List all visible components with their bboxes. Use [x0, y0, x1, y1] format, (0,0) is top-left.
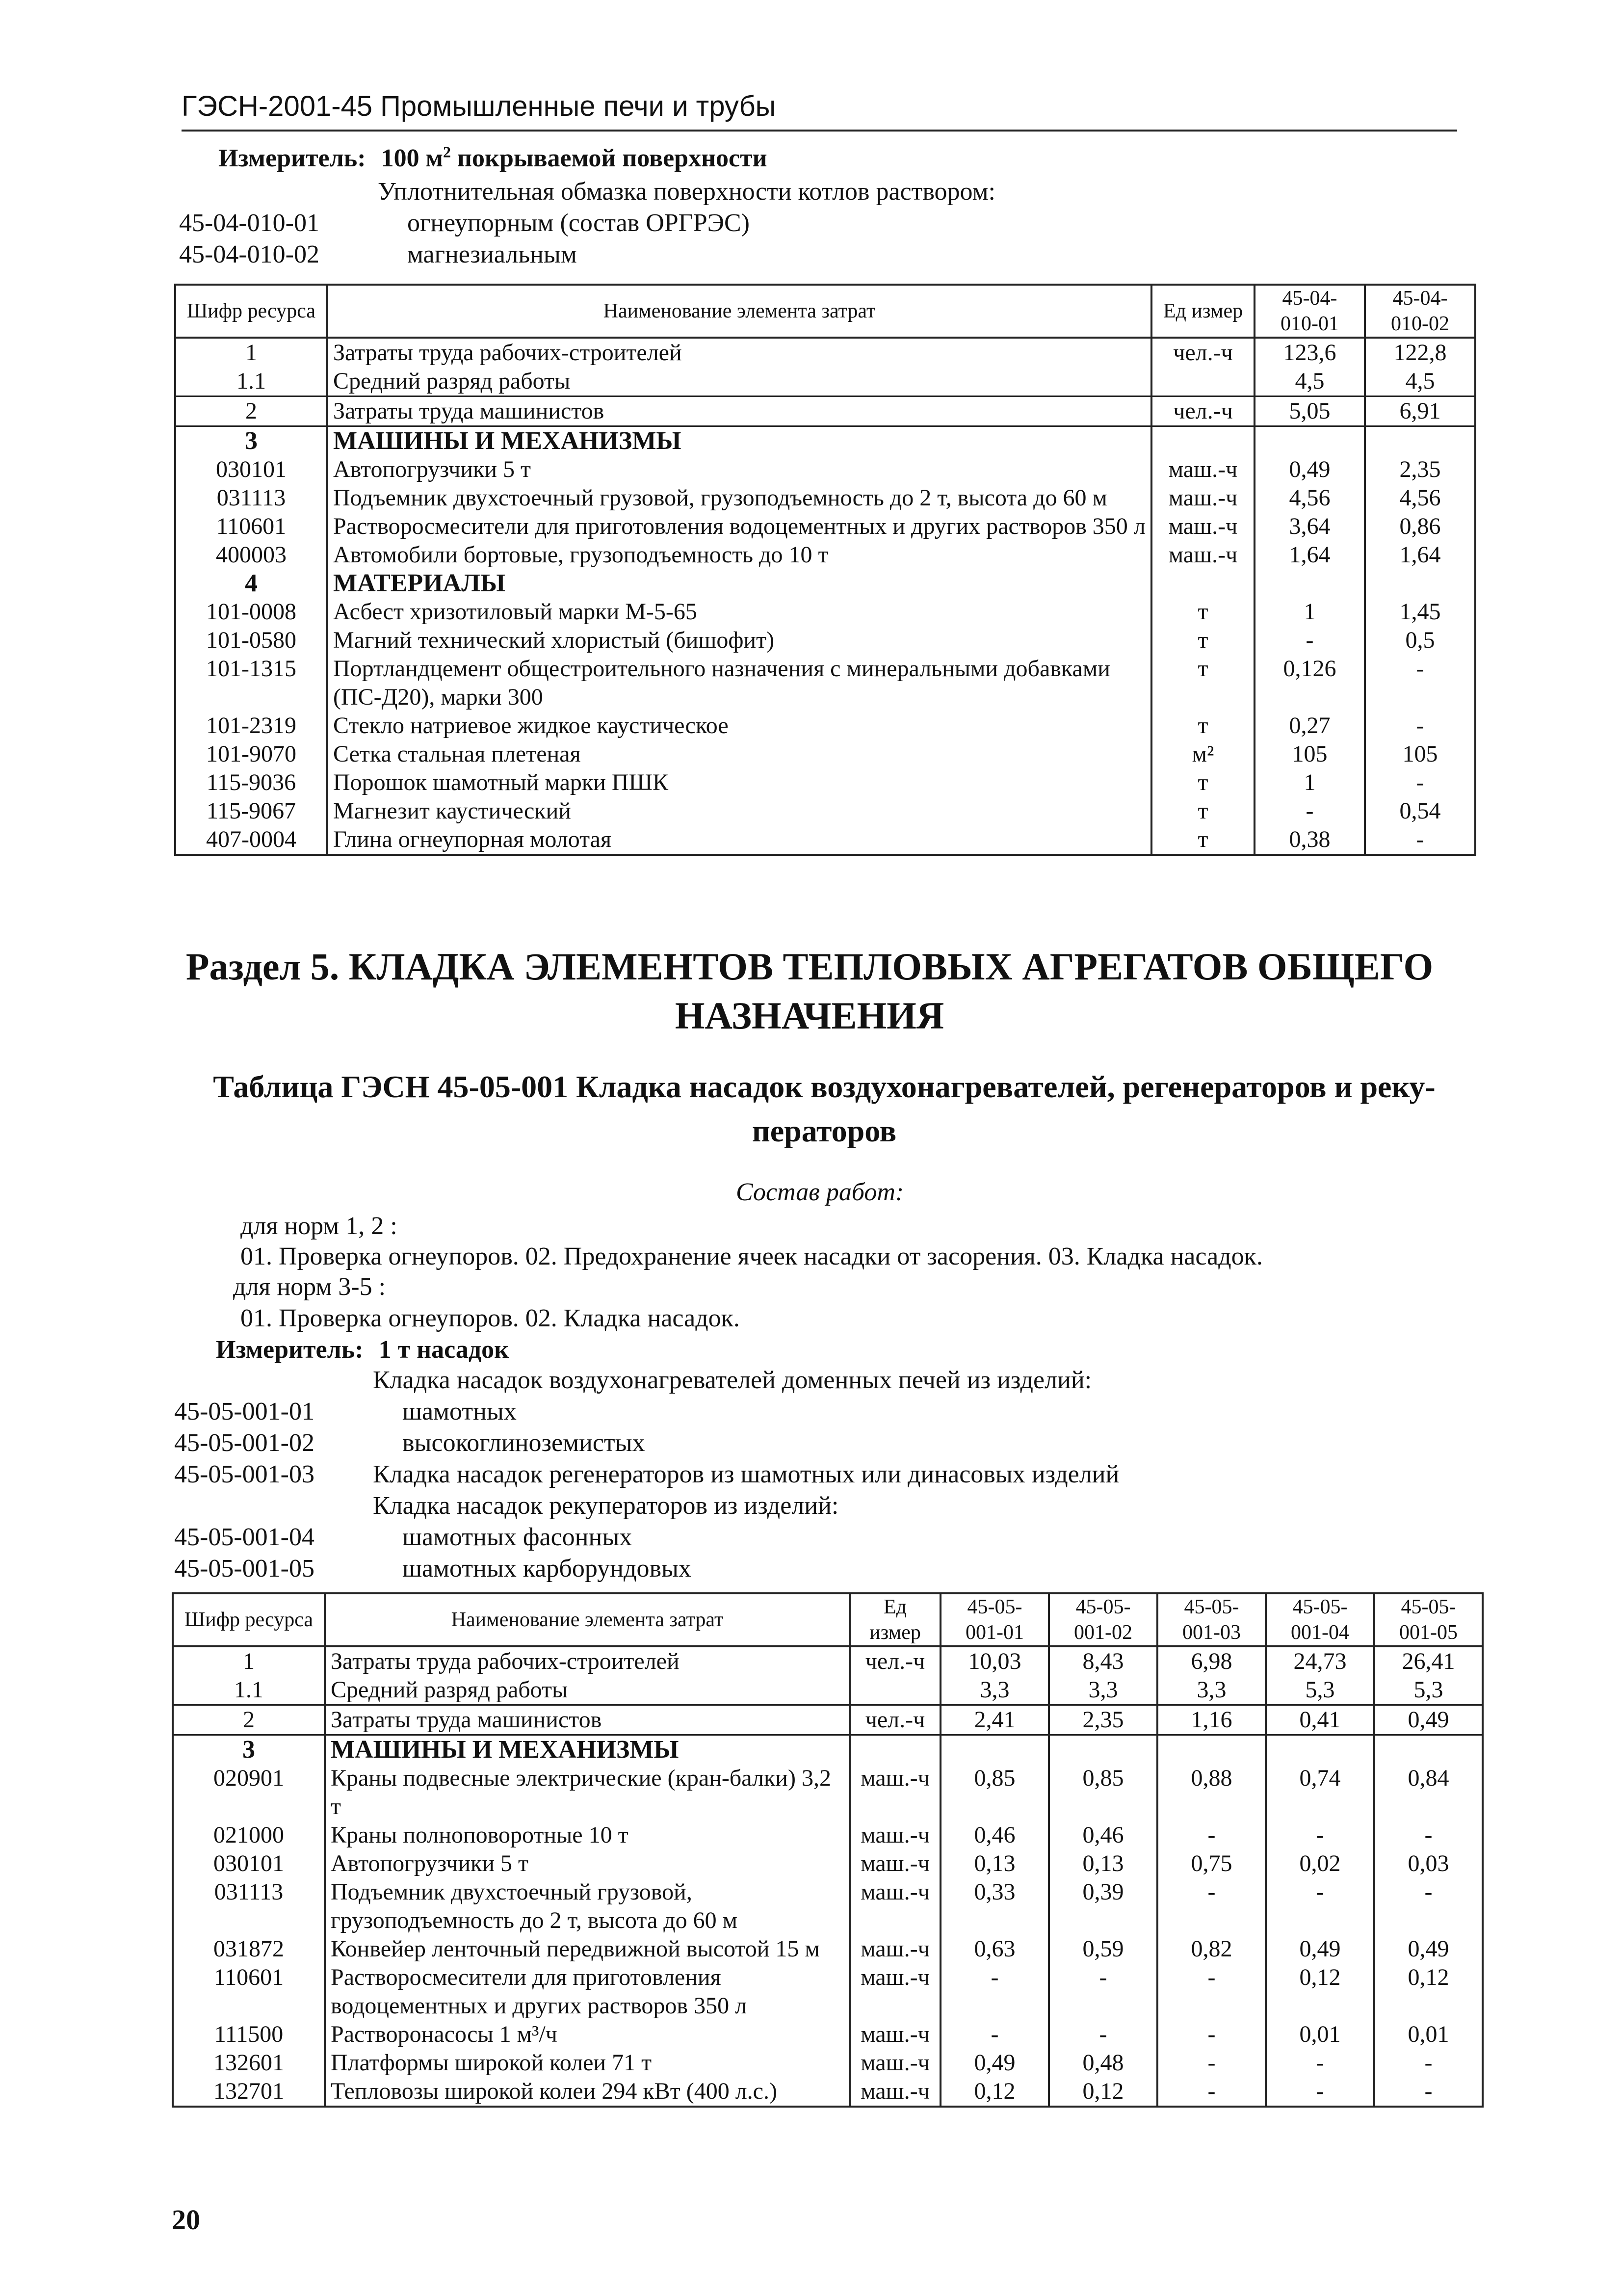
measurer-tail: покрываемой поверхности — [457, 144, 767, 172]
code-desc: шамотных карборундовых — [402, 1555, 691, 1583]
cell-value: 1,64 — [1365, 541, 1475, 569]
cell-value: - — [1157, 2077, 1266, 2107]
cell-name: Автомобили бортовые, грузоподъемность до 10 т — [327, 541, 1151, 569]
cell-value: - — [1365, 768, 1475, 797]
cell-code: 115-9036 — [175, 768, 327, 797]
cell-name: МАШИНЫ И МЕХАНИЗМЫ — [325, 1735, 850, 1765]
cell-code: 020901 — [173, 1764, 325, 1821]
cell-value: - — [1266, 1821, 1374, 1849]
cell-unit: т — [1151, 768, 1255, 797]
cell-name: Глина огнеупорная молотая — [327, 825, 1151, 855]
norms35-text: 01. Проверка огнеупоров. 02. Кладка насадок. — [240, 1304, 740, 1332]
cell-unit: маш.-ч — [850, 1963, 941, 2020]
cell-value: 0,03 — [1374, 1849, 1483, 1878]
page-header — [182, 88, 1457, 132]
col-header-unit: Ед измер — [850, 1593, 941, 1646]
cell-code: 1 — [173, 1646, 325, 1676]
col-header-norm: 45-05- 001-05 — [1374, 1593, 1483, 1646]
cell-unit: маш.-ч — [850, 1935, 941, 1963]
block2-intro: Кладка насадок воздухонагревателей доменных печей из изделий: — [373, 1366, 1092, 1394]
cell-unit: маш.-ч — [1151, 484, 1255, 512]
cell-unit: маш.-ч — [850, 1764, 941, 1821]
cell-value: - — [1157, 1963, 1266, 2020]
cell-value: 105 — [1365, 740, 1475, 768]
cell-value — [1365, 426, 1475, 456]
cell-value: 0,59 — [1049, 1935, 1157, 1963]
measurer-value: 1 т насадок — [378, 1336, 509, 1364]
cell-value: 0,85 — [941, 1764, 1049, 1821]
table-title — [167, 1065, 1482, 1153]
cell-value: 6,98 — [1157, 1646, 1266, 1676]
cell-value: 26,41 — [1374, 1646, 1483, 1676]
cell-value: 0,01 — [1266, 2020, 1374, 2049]
cell-unit: т — [1151, 626, 1255, 655]
cell-value: 0,49 — [941, 2049, 1049, 2077]
code-line: 45-05-001-05 — [174, 1555, 314, 1583]
table-title-line: Таблица ГЭСН 45-05-001 Кладка насадок воздухонагревателей, регенераторов и реку- — [213, 1069, 1436, 1104]
cell-code: 111500 — [173, 2020, 325, 2049]
cell-code: 3 — [173, 1735, 325, 1765]
cell-value — [1255, 569, 1365, 598]
cell-name: Порошок шамотный марки ПШК — [327, 768, 1151, 797]
resource-table-2 — [172, 1592, 1484, 2108]
cell-unit: т — [1151, 655, 1255, 712]
cell-unit: т — [1151, 797, 1255, 825]
cell-unit: чел.-ч — [850, 1646, 941, 1676]
cell-value: 0,82 — [1157, 1935, 1266, 1963]
cell-value: 0,54 — [1365, 797, 1475, 825]
col-header-norm: 45-05- 001-04 — [1266, 1593, 1374, 1646]
section-title: Раздел 5. КЛАДКА ЭЛЕМЕНТОВ ТЕПЛОВЫХ АГРЕГАТОВ ОБЩЕГО НАЗНАЧЕНИЯ — [185, 945, 1434, 1037]
cell-value: - — [1049, 2020, 1157, 2049]
table-row — [175, 740, 1475, 768]
cell-name: Затраты труда рабочих-строителей — [327, 338, 1151, 367]
measurer-label: Измеритель: — [218, 144, 366, 172]
cell-value: 0,46 — [941, 1821, 1049, 1849]
cell-unit — [850, 1676, 941, 1705]
cell-value — [1049, 1735, 1157, 1765]
cell-value: 123,6 — [1255, 338, 1365, 367]
cell-value: 6,91 — [1365, 396, 1475, 426]
cell-value — [1266, 1735, 1374, 1765]
table-row — [173, 1764, 1483, 1821]
cell-unit: т — [1151, 825, 1255, 855]
col-header-unit: Ед измер — [1151, 285, 1255, 338]
cell-unit: маш.-ч — [850, 1878, 941, 1935]
code-desc: Кладка насадок регенераторов из шамотных или динасовых изделий — [373, 1460, 1120, 1488]
cell-code: 101-9070 — [175, 740, 327, 768]
cell-name: Затраты труда машинистов — [325, 1705, 850, 1735]
cell-name: Асбест хризотиловый марки М-5-65 — [327, 598, 1151, 626]
table-row — [173, 1676, 1483, 1705]
cell-value: 0,38 — [1255, 825, 1365, 855]
table-row — [173, 1646, 1483, 1676]
measurer-value: 100 м — [381, 144, 444, 172]
cell-value: 3,3 — [1157, 1676, 1266, 1705]
cell-code: 2 — [173, 1705, 325, 1735]
block1-intro: Уплотнительная обмазка поверхности котлов раствором: — [378, 178, 995, 206]
table-row — [175, 455, 1475, 484]
cell-name: Краны полноповоротные 10 т — [325, 1821, 850, 1849]
cell-unit — [1151, 367, 1255, 396]
cell-value: 0,85 — [1049, 1764, 1157, 1821]
table-row — [175, 484, 1475, 512]
cell-value — [1255, 426, 1365, 456]
cell-value: 0,12 — [1374, 1963, 1483, 2020]
table-row — [173, 1821, 1483, 1849]
cell-unit: маш.-ч — [850, 1849, 941, 1878]
cell-value: - — [1157, 1821, 1266, 1849]
cell-value: - — [1266, 2049, 1374, 2077]
cell-unit: чел.-ч — [850, 1705, 941, 1735]
cell-code: 1.1 — [175, 367, 327, 396]
measurer-1 — [218, 143, 767, 174]
cell-name: Растворосмесители для приготовления водоцементных и других растворов 350 л — [325, 1963, 850, 2020]
norms35-label: для норм 3-5 : — [233, 1273, 386, 1301]
cell-code: 101-1315 — [175, 655, 327, 712]
cell-value: 2,35 — [1049, 1705, 1157, 1735]
cell-value: 105 — [1255, 740, 1365, 768]
cell-value: 1 — [1255, 598, 1365, 626]
cell-value: 0,13 — [1049, 1849, 1157, 1878]
cell-value: 0,46 — [1049, 1821, 1157, 1849]
cell-value: 0,49 — [1374, 1935, 1483, 1963]
table-header-row — [173, 1593, 1483, 1646]
table-header-row — [175, 285, 1475, 338]
col-header-code: Шифр ресурса — [173, 1593, 325, 1646]
code-line: 45-04-010-01 — [179, 209, 319, 237]
cell-value: - — [1374, 1821, 1483, 1849]
cell-value: 0,48 — [1049, 2049, 1157, 2077]
cell-unit — [1151, 426, 1255, 456]
cell-value — [1374, 1735, 1483, 1765]
cell-name: Средний разряд работы — [327, 367, 1151, 396]
cell-value: 0,86 — [1365, 512, 1475, 541]
table-row — [175, 512, 1475, 541]
cell-value: 0,13 — [941, 1849, 1049, 1878]
cell-unit: маш.-ч — [850, 2077, 941, 2107]
cell-code: 101-2319 — [175, 712, 327, 740]
cell-code: 110601 — [175, 512, 327, 541]
cell-unit — [850, 1735, 941, 1765]
cell-value: 5,3 — [1374, 1676, 1483, 1705]
cell-value: - — [941, 1963, 1049, 2020]
code-desc: магнезиальным — [407, 240, 577, 268]
cell-code: 101-0008 — [175, 598, 327, 626]
cell-value: 3,64 — [1255, 512, 1365, 541]
table-row — [173, 1878, 1483, 1935]
cell-value: - — [1157, 2020, 1266, 2049]
cell-value: 0,41 — [1266, 1705, 1374, 1735]
table-row — [175, 367, 1475, 396]
code-desc: Кладка насадок рекуператоров из изделий: — [373, 1492, 839, 1520]
col-header-norm: 45-04- 010-01 — [1255, 285, 1365, 338]
cell-value: 0,75 — [1157, 1849, 1266, 1878]
cell-value: 0,02 — [1266, 1849, 1374, 1878]
col-header-norm: 45-05- 001-01 — [941, 1593, 1049, 1646]
cell-value: - — [1365, 655, 1475, 712]
cell-value: - — [1374, 2049, 1483, 2077]
cell-value: 1,45 — [1365, 598, 1475, 626]
cell-value: 1,16 — [1157, 1705, 1266, 1735]
cell-value: 0,5 — [1365, 626, 1475, 655]
cell-value: 1,64 — [1255, 541, 1365, 569]
cell-value: 0,12 — [1049, 2077, 1157, 2107]
code-desc: высокоглиноземистых — [402, 1429, 645, 1457]
table-row — [175, 626, 1475, 655]
cell-value: 1 — [1255, 768, 1365, 797]
cell-unit: чел.-ч — [1151, 338, 1255, 367]
table-row — [175, 426, 1475, 456]
cell-code: 2 — [175, 396, 327, 426]
cell-name: Портландцемент общестроительного назначения с минеральными добавками (ПС-Д20), марки 300 — [327, 655, 1151, 712]
cell-code: 132701 — [173, 2077, 325, 2107]
code-line: 45-05-001-02 — [174, 1429, 314, 1457]
cell-value — [1157, 1735, 1266, 1765]
cell-code: 030101 — [175, 455, 327, 484]
code-desc: шамотных — [402, 1398, 517, 1425]
cell-name: Тепловозы широкой колеи 294 кВт (400 л.с.) — [325, 2077, 850, 2107]
cell-value: - — [1157, 2049, 1266, 2077]
cell-code: 400003 — [175, 541, 327, 569]
cell-code: 030101 — [173, 1849, 325, 1878]
table-row — [173, 1705, 1483, 1735]
cell-name: Платформы широкой колеи 71 т — [325, 2049, 850, 2077]
table-title-line: ператоров — [752, 1113, 897, 1148]
resource-table-1 — [174, 284, 1476, 856]
cell-value: 0,74 — [1266, 1764, 1374, 1821]
cell-code: 1.1 — [173, 1676, 325, 1705]
code-line: 45-04-010-02 — [179, 240, 319, 268]
cell-name: Магний технический хлористый (бишофит) — [327, 626, 1151, 655]
cell-name: Автопогрузчики 5 т — [327, 455, 1151, 484]
cell-value: 0,49 — [1255, 455, 1365, 484]
code-desc: огнеупорным (состав ОРГРЭС) — [407, 209, 750, 237]
measurer-2 — [216, 1335, 509, 1365]
table-row — [173, 1963, 1483, 2020]
page-number: 20 — [172, 2204, 200, 2236]
cell-value: 2,41 — [941, 1705, 1049, 1735]
cell-code: 031113 — [173, 1878, 325, 1935]
cell-value: 122,8 — [1365, 338, 1475, 367]
cell-code: 101-0580 — [175, 626, 327, 655]
cell-value: 0,49 — [1374, 1705, 1483, 1735]
cell-value: - — [1266, 2077, 1374, 2107]
col-header-name: Наименование элемента затрат — [327, 285, 1151, 338]
table-row — [175, 768, 1475, 797]
cell-value: 4,56 — [1255, 484, 1365, 512]
cell-name: Средний разряд работы — [325, 1676, 850, 1705]
table-row — [173, 2020, 1483, 2049]
table-row — [175, 712, 1475, 740]
norms12-label: для норм 1, 2 : — [240, 1212, 397, 1240]
cell-value — [1365, 569, 1475, 598]
cell-name: Автопогрузчики 5 т — [325, 1849, 850, 1878]
table-row — [175, 825, 1475, 855]
cell-value: 10,03 — [941, 1646, 1049, 1676]
cell-unit: чел.-ч — [1151, 396, 1255, 426]
cell-value — [941, 1735, 1049, 1765]
cell-value: - — [1157, 1878, 1266, 1935]
cell-value: 2,35 — [1365, 455, 1475, 484]
cell-value: 3,3 — [941, 1676, 1049, 1705]
cell-value: 4,56 — [1365, 484, 1475, 512]
col-header-code: Шифр ресурса — [175, 285, 327, 338]
cell-value: 0,126 — [1255, 655, 1365, 712]
code-line: 45-05-001-01 — [174, 1398, 314, 1425]
table-row — [175, 598, 1475, 626]
cell-code: 110601 — [173, 1963, 325, 2020]
cell-name: Конвейер ленточный передвижной высотой 15 м — [325, 1935, 850, 1963]
cell-unit: маш.-ч — [1151, 512, 1255, 541]
cell-code: 3 — [175, 426, 327, 456]
cell-name: Подъемник двухстоечный грузовой, грузоподъемность до 2 т, высота до 60 м — [327, 484, 1151, 512]
cell-unit: маш.-ч — [850, 2049, 941, 2077]
cell-name: Затраты труда рабочих-строителей — [325, 1646, 850, 1676]
cell-value: 0,88 — [1157, 1764, 1266, 1821]
code-line: 45-05-001-04 — [174, 1523, 314, 1551]
cell-name: МАТЕРИАЛЫ — [327, 569, 1151, 598]
table-row — [175, 569, 1475, 598]
cell-code: 031872 — [173, 1935, 325, 1963]
code-desc: шамотных фасонных — [402, 1523, 632, 1551]
cell-value: 0,63 — [941, 1935, 1049, 1963]
cell-value: 0,49 — [1266, 1935, 1374, 1963]
cell-value: 0,33 — [941, 1878, 1049, 1935]
cell-code: 407-0004 — [175, 825, 327, 855]
cell-value: 24,73 — [1266, 1646, 1374, 1676]
cell-value: - — [1266, 1878, 1374, 1935]
cell-code: 1 — [175, 338, 327, 367]
cell-unit: маш.-ч — [1151, 541, 1255, 569]
cell-name: Растворосмесители для приготовления водоцементных и других растворов 350 л — [327, 512, 1151, 541]
cell-value: - — [1365, 825, 1475, 855]
cell-unit: маш.-ч — [850, 2020, 941, 2049]
cell-unit: маш.-ч — [850, 1821, 941, 1849]
cell-code: 132601 — [173, 2049, 325, 2077]
cell-value: 4,5 — [1255, 367, 1365, 396]
cell-value: 0,01 — [1374, 2020, 1483, 2049]
cell-value: 0,39 — [1049, 1878, 1157, 1935]
table-row — [173, 2049, 1483, 2077]
cell-unit: маш.-ч — [1151, 455, 1255, 484]
measurer-sup: 2 — [443, 143, 451, 161]
header-title: ГЭСН-2001-45 Промышленные печи и трубы — [182, 90, 776, 122]
table-row — [175, 541, 1475, 569]
cell-value: - — [1255, 626, 1365, 655]
cell-value: - — [941, 2020, 1049, 2049]
cell-name: Стекло натриевое жидкое каустическое — [327, 712, 1151, 740]
code-line: 45-05-001-03 — [174, 1460, 314, 1488]
cell-value: - — [1374, 2077, 1483, 2107]
col-header-name: Наименование элемента затрат — [325, 1593, 850, 1646]
cell-value: 5,3 — [1266, 1676, 1374, 1705]
table-row — [175, 338, 1475, 367]
cell-code: 021000 — [173, 1821, 325, 1849]
table-row — [173, 1935, 1483, 1963]
cell-name: Краны подвесные электрические (кран-балки) 3,2 т — [325, 1764, 850, 1821]
table-row — [173, 1735, 1483, 1765]
table-row — [173, 2077, 1483, 2107]
cell-unit: м² — [1151, 740, 1255, 768]
cell-value: 4,5 — [1365, 367, 1475, 396]
cell-value: 0,27 — [1255, 712, 1365, 740]
cell-value: 8,43 — [1049, 1646, 1157, 1676]
works-title: Состав работ: — [736, 1178, 904, 1206]
cell-value: - — [1365, 712, 1475, 740]
cell-unit: т — [1151, 712, 1255, 740]
cell-name: МАШИНЫ И МЕХАНИЗМЫ — [327, 426, 1151, 456]
cell-value: 0,12 — [1266, 1963, 1374, 2020]
table-row — [175, 655, 1475, 712]
table-row — [175, 797, 1475, 825]
cell-value: - — [1255, 797, 1365, 825]
cell-unit: т — [1151, 598, 1255, 626]
cell-name: Подъемник двухстоечный грузовой, грузоподъемность до 2 т, высота до 60 м — [325, 1878, 850, 1935]
cell-value: 0,12 — [941, 2077, 1049, 2107]
cell-unit — [1151, 569, 1255, 598]
cell-name: Растворонасосы 1 м³/ч — [325, 2020, 850, 2049]
cell-name: Затраты труда машинистов — [327, 396, 1151, 426]
col-header-norm: 45-05- 001-03 — [1157, 1593, 1266, 1646]
col-header-norm: 45-05- 001-02 — [1049, 1593, 1157, 1646]
cell-name: Сетка стальная плетеная — [327, 740, 1151, 768]
cell-value: 5,05 — [1255, 396, 1365, 426]
cell-name: Магнезит каустический — [327, 797, 1151, 825]
table-row — [173, 1849, 1483, 1878]
col-header-norm: 45-04- 010-02 — [1365, 285, 1475, 338]
measurer-label: Измеритель: — [216, 1336, 364, 1364]
cell-code: 4 — [175, 569, 327, 598]
table-row — [175, 396, 1475, 426]
cell-code: 115-9067 — [175, 797, 327, 825]
cell-code: 031113 — [175, 484, 327, 512]
cell-value: 0,84 — [1374, 1764, 1483, 1821]
cell-value: - — [1374, 1878, 1483, 1935]
cell-value: 3,3 — [1049, 1676, 1157, 1705]
cell-value: - — [1049, 1963, 1157, 2020]
norms12-text: 01. Проверка огнеупоров. 02. Предохранение ячеек насадки от засорения. 03. Кладка насадок. — [240, 1242, 1263, 1270]
